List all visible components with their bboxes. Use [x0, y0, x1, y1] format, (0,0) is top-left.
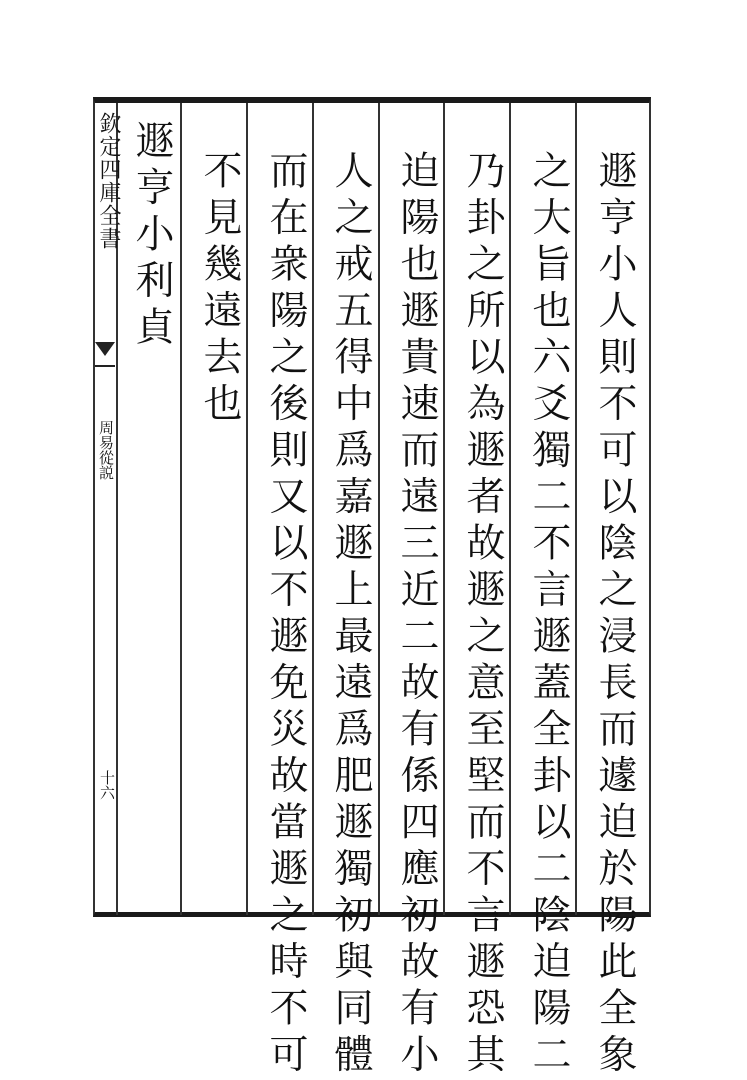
text-column-6: 而在衆陽之後則又以不遯免災故當遯之時不可	[263, 150, 308, 1080]
fish-tail-ornament-icon	[94, 340, 116, 368]
column-rule	[443, 103, 445, 915]
column-rule	[575, 103, 577, 915]
text-column-5: 人之戒五得中爲嘉遯上最遠爲肥遯獨初與同體	[328, 150, 373, 1080]
text-column-4: 迫陽也遯貴速而遠三近二故有係四應初故有小	[394, 150, 439, 1080]
column-rule	[509, 103, 511, 915]
text-column-2: 之大旨也六爻獨二不言遯蓋全卦以二陰迫陽二	[526, 150, 571, 1080]
column-rule	[312, 103, 314, 915]
text-column-1: 遯亨小人則不可以陰之浸長而遽迫於陽此全象	[592, 150, 637, 1080]
column-rule	[180, 103, 182, 915]
section-title: 周易從説	[97, 420, 115, 480]
book-title: 欽定四庫全書	[96, 112, 121, 250]
text-column-8: 遯亨小利貞	[129, 120, 174, 353]
column-rule	[378, 103, 380, 915]
column-rule	[246, 103, 248, 915]
page-number: 十六	[98, 770, 116, 800]
text-column-7: 不見幾遠去也	[197, 150, 242, 429]
text-column-3: 乃卦之所以為遯者故遯之意至堅而不言遯恐其	[460, 150, 505, 1080]
